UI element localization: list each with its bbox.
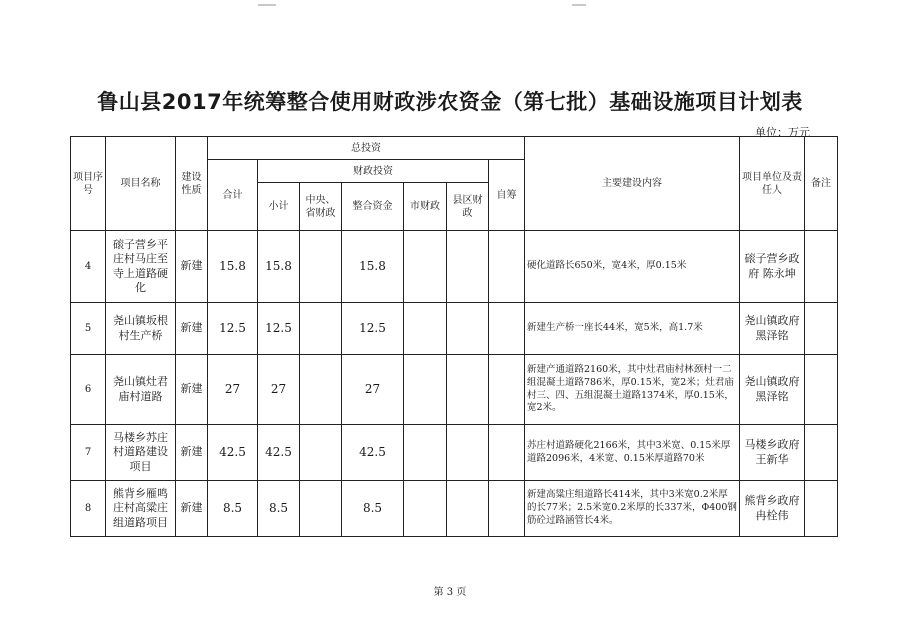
row-subtotal: 12.5 [258, 303, 300, 355]
row-nature: 新建 [176, 355, 208, 425]
row-seq: 6 [71, 355, 106, 425]
header-total-investment: 总投资 [208, 137, 525, 160]
row-self-raised [489, 231, 525, 303]
row-central-provincial [300, 355, 342, 425]
row-city [404, 231, 447, 303]
row-integrated: 27 [342, 355, 404, 425]
header-subtotal: 小计 [258, 183, 300, 231]
row-nature: 新建 [176, 481, 208, 537]
row-unit-person: 尧山镇政府 黑泽铭 [740, 303, 805, 355]
row-subtotal: 8.5 [258, 481, 300, 537]
row-seq: 4 [71, 231, 106, 303]
row-county [447, 425, 489, 481]
row-integrated: 12.5 [342, 303, 404, 355]
row-central-provincial [300, 303, 342, 355]
row-total: 42.5 [208, 425, 258, 481]
row-name: 尧山镇灶君庙村道路 [106, 355, 176, 425]
row-unit-person: 熊背乡政府 冉栓伟 [740, 481, 805, 537]
table-row [71, 481, 838, 537]
row-content: 新建产通道路2160米，其中灶君庙村林颈村一二组混凝土道路786米，厚0.15米，宽2米；灶君庙村三、四、五组混凝土道路1374米，厚0.15米，宽2米。 [525, 355, 740, 425]
header-nature: 建设性质 [176, 137, 208, 231]
row-remark [805, 231, 838, 303]
row-nature: 新建 [176, 425, 208, 481]
row-name: 磙子营乡平庄村马庄至寺上道路硬化 [106, 231, 176, 303]
row-county [447, 355, 489, 425]
row-total: 8.5 [208, 481, 258, 537]
row-seq: 8 [71, 481, 106, 537]
row-remark [805, 425, 838, 481]
row-county [447, 481, 489, 537]
row-central-provincial [300, 231, 342, 303]
header-name: 项目名称 [106, 137, 176, 231]
row-nature: 新建 [176, 231, 208, 303]
row-content: 新建生产桥一座长44米，宽5米，高1.7米 [525, 303, 740, 355]
row-nature: 新建 [176, 303, 208, 355]
row-central-provincial [300, 425, 342, 481]
row-city [404, 303, 447, 355]
project-plan-table [70, 136, 838, 537]
header-fiscal: 财政投资 [258, 160, 489, 183]
header-central-provincial: 中央、省财政 [300, 183, 342, 231]
row-integrated: 8.5 [342, 481, 404, 537]
header-total: 合计 [208, 160, 258, 231]
row-county [447, 303, 489, 355]
row-remark [805, 481, 838, 537]
page-title: 鲁山县2017年统筹整合使用财政涉农资金（第七批）基础设施项目计划表 [97, 90, 803, 114]
row-content: 硬化道路长650米，宽4米，厚0.15米 [525, 231, 740, 303]
table-row [71, 303, 838, 355]
row-self-raised [489, 425, 525, 481]
header-integrated: 整合资金 [342, 183, 404, 231]
header-seq: 项目序号 [71, 137, 106, 231]
row-city [404, 425, 447, 481]
row-unit-person: 尧山镇政府 黑泽铭 [740, 355, 805, 425]
table-row [71, 231, 838, 303]
row-remark [805, 303, 838, 355]
row-integrated: 42.5 [342, 425, 404, 481]
row-seq: 7 [71, 425, 106, 481]
header-county: 县区财政 [447, 183, 489, 231]
header-remark: 备注 [805, 137, 838, 231]
header-unit-person: 项目单位及责任人 [740, 137, 805, 231]
row-city [404, 481, 447, 537]
table-row [71, 355, 838, 425]
row-total: 12.5 [208, 303, 258, 355]
row-unit-person: 马楼乡政府 王新华 [740, 425, 805, 481]
row-name: 熊背乡雁鸣庄村高粱庄组道路项目 [106, 481, 176, 537]
row-remark [805, 355, 838, 425]
table-row [71, 425, 838, 481]
row-subtotal: 42.5 [258, 425, 300, 481]
row-self-raised [489, 481, 525, 537]
header-self-raised: 自筹 [489, 160, 525, 231]
row-total: 27 [208, 355, 258, 425]
row-self-raised [489, 303, 525, 355]
row-name: 尧山镇坂根村生产桥 [106, 303, 176, 355]
header-city: 市财政 [404, 183, 447, 231]
row-integrated: 15.8 [342, 231, 404, 303]
row-city [404, 355, 447, 425]
row-self-raised [489, 355, 525, 425]
row-content: 新建高粱庄组道路长414米，其中3米宽0.2米厚的长77米；2.5米宽0.2米厚的长337米，Φ400钢筋砼过路涵管长4米。 [525, 481, 740, 537]
row-unit-person: 磙子营乡政府 陈永坤 [740, 231, 805, 303]
page-number: 第 3 页 [433, 587, 467, 598]
row-seq: 5 [71, 303, 106, 355]
unit-label: 单位：万元 [755, 126, 810, 139]
row-subtotal: 27 [258, 355, 300, 425]
row-total: 15.8 [208, 231, 258, 303]
scan-mark [258, 4, 276, 6]
scan-mark [572, 4, 586, 6]
row-content: 苏庄村道路硬化2166米，其中3米宽、0.15米厚道路2096米，4米宽、0.15米厚道路70米 [525, 425, 740, 481]
row-name: 马楼乡苏庄村道路建设项目 [106, 425, 176, 481]
row-county [447, 231, 489, 303]
row-subtotal: 15.8 [258, 231, 300, 303]
header-content: 主要建设内容 [525, 137, 740, 231]
row-central-provincial [300, 481, 342, 537]
